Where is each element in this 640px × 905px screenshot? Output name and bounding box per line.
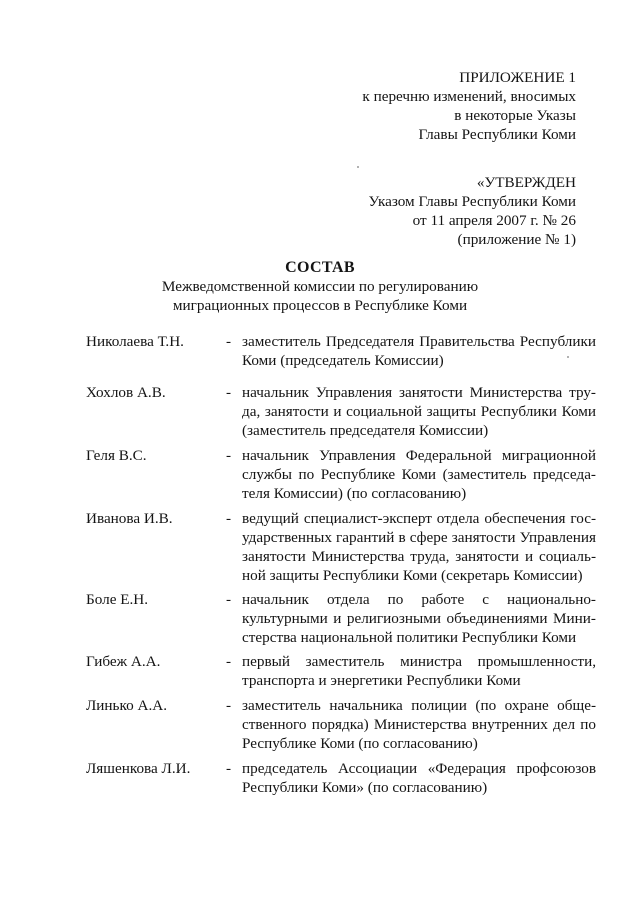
role-line: культурными и религиозными объединениями Мини-	[242, 610, 596, 627]
member-dash: -	[226, 591, 232, 608]
member-role	[242, 759, 596, 797]
role-line: первый заместитель министра промышленности,	[242, 653, 596, 670]
member-dash: -	[226, 447, 232, 464]
role-line: ударственных гарантий в сфере занятости Управления	[242, 529, 596, 546]
appendix-number: ПРИЛОЖЕНИЕ 1	[459, 69, 576, 86]
role-line: стерства национальной политики Республики Коми	[242, 629, 577, 646]
role-line: занятости Министерства труда, занятости и социаль-	[242, 548, 596, 565]
member-role	[242, 652, 596, 690]
member-role	[242, 332, 596, 370]
scan-speck	[567, 356, 569, 358]
member-name: Николаева Т.Н.	[86, 333, 184, 350]
role-line: транспорта и энергетики Республики Коми	[242, 672, 521, 689]
member-role	[242, 590, 596, 647]
member-dash: -	[226, 384, 232, 401]
member-name: Линько А.А.	[86, 697, 168, 714]
appendix-line: к перечню изменений, вносимых	[362, 88, 576, 105]
role-line: службы по Республике Коми (заместитель председа-	[242, 466, 596, 483]
member-role	[242, 696, 596, 753]
member-dash: -	[226, 333, 232, 350]
member-name: Геля В.С.	[86, 447, 147, 464]
role-line: начальник отдела по работе с национально-	[242, 591, 596, 608]
appendix-header	[362, 68, 576, 144]
role-line: заместитель начальника полиции (по охране обще-	[242, 697, 596, 714]
approval-date: от 11 апреля 2007 г. № 26	[412, 212, 576, 229]
appendix-line: в некоторые Указы	[454, 107, 576, 124]
role-line: да, занятости и социальной защиты Республики Коми	[242, 403, 596, 420]
role-line: Коми (председатель Комиссии)	[242, 352, 444, 369]
document-heading: СОСТАВ	[285, 259, 355, 276]
role-line: теля Комиссии) (по согласованию)	[242, 485, 467, 502]
document-subtitle: миграционных процессов в Республике Коми	[172, 297, 468, 314]
role-line: начальник Управления Федеральной миграционной	[242, 447, 596, 464]
member-dash: -	[226, 653, 232, 670]
scan-speck	[357, 166, 359, 168]
role-line: ной защиты Республики Коми (секретарь Комиссии)	[242, 567, 583, 584]
role-line: начальник Управления занятости Министерства тру-	[242, 384, 596, 401]
member-role	[242, 446, 596, 503]
role-line: Республике Коми (по согласованию)	[242, 735, 478, 752]
member-name: Гибеж А.А.	[86, 653, 161, 670]
member-name: Иванова И.В.	[86, 510, 173, 527]
document-subtitle: Межведомственной комиссии по регулированию	[161, 278, 479, 295]
role-line: (заместитель председателя Комиссии)	[242, 422, 489, 439]
member-role	[242, 383, 596, 440]
member-name: Ляшенкова Л.И.	[86, 760, 191, 777]
member-dash: -	[226, 510, 232, 527]
role-line: заместитель Председателя Правительства Республики	[242, 333, 596, 350]
approval-line: Указом Главы Республики Коми	[368, 193, 576, 210]
role-line: Республики Коми» (по согласованию)	[242, 779, 488, 796]
approval-line: (приложение № 1)	[457, 231, 576, 248]
member-dash: -	[226, 697, 232, 714]
member-role	[242, 509, 596, 585]
role-line: председатель Ассоциации «Федерация профсоюзов	[242, 760, 596, 777]
member-name: Хохлов А.В.	[86, 384, 166, 401]
document-title-block	[0, 258, 640, 315]
approval-block	[369, 173, 576, 249]
role-line: ведущий специалист-эксперт отдела обеспечения гос-	[242, 510, 596, 527]
appendix-line: Главы Республики Коми	[418, 126, 576, 143]
role-line: ственного порядка) Министерства внутренних дел по	[242, 716, 596, 733]
approval-title: «УТВЕРЖДЕН	[476, 174, 576, 191]
member-name: Боле Е.Н.	[86, 591, 149, 608]
member-dash: -	[226, 760, 232, 777]
